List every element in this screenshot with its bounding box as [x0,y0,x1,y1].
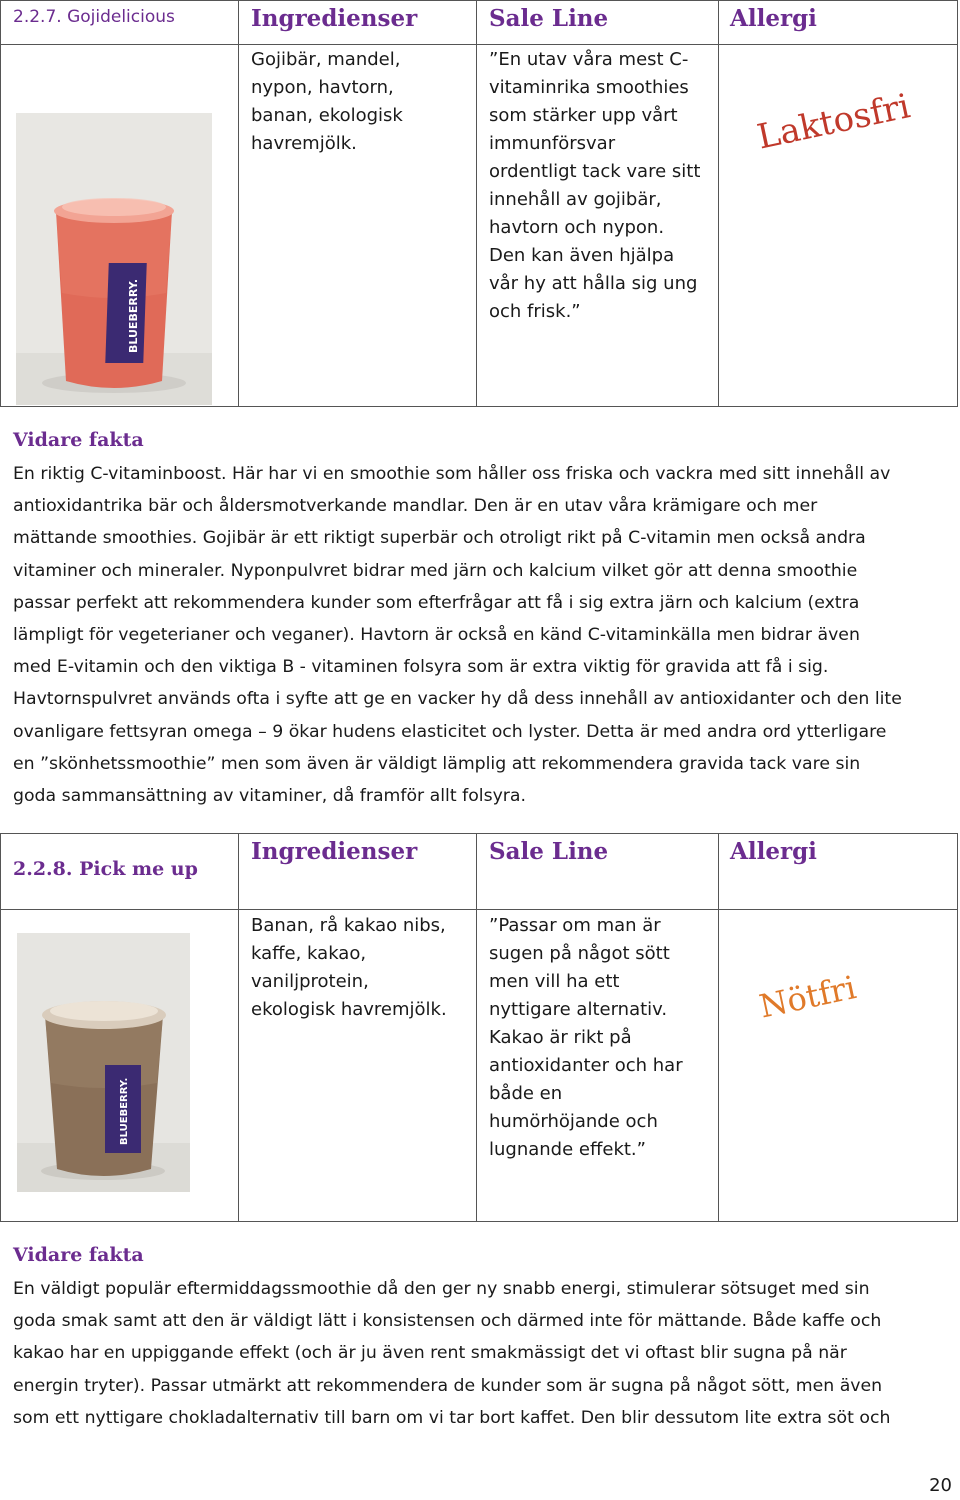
ingredients-text: Banan, rå kakao nibs, kaffe, kakao, vaniljprotein, ekologisk havremjölk. [251,915,447,1020]
table-border [957,833,958,1222]
table-border [718,0,719,407]
section-heading: Vidare fakta [13,1244,144,1266]
table-border [0,0,958,1]
table-border [0,1221,958,1222]
table-border [476,833,477,1222]
table-border [238,833,239,1222]
table-border [0,833,958,834]
sale-line-text: ”En utav våra mest C- vitaminrika smoothies som stärker upp vårt immunförsvar ordentligt tack vare sitt innehåll av gojibär, havtorn och nypon. Den kan även hjälpa vår hy att hålla sig ung och frisk.” [489,49,701,322]
table-border [0,406,958,407]
table-border [0,44,958,45]
smoothie-photo [17,933,190,1192]
column-header-ingredients: Ingredienser [251,838,418,865]
table-border [0,909,958,910]
section-title: 2.2.7. Gojidelicious [13,7,175,27]
column-header-ingredients: Ingredienser [251,5,418,32]
allergy-label-notfri: Nötfri [756,968,860,1026]
allergy-label-laktosfri: Laktosfri [753,86,914,158]
cup-brand-label: BLUEBERRY. [127,278,140,353]
cup-brand-label: BLUEBERRY. [119,1077,130,1145]
column-header-sale-line: Sale Line [489,838,609,865]
table-border [238,0,239,407]
section-title: 2.2.8. Pick me up [13,858,198,880]
column-header-allergy: Allergi [730,838,817,865]
body-paragraph: En väldigt populär eftermiddagssmoothie då den ger ny snabb energi, stimulerar sötsuget med sin goda smak samt att den är väldigt lätt i konsistensen och därmed inte för mättande. Både kaffe och kakao har en uppiggande effekt (och är ju även rent smakmässigt det vi oftast blir sugna på när energin tryter). Passar utmärkt att rekommendera de kunder som är sugna på något sött, men även som ett nyttigare chokladalternativ till barn om vi tar bort kaffet. Den blir dessutom lite extra söt och [13,1279,891,1428]
page-number: 20 [929,1475,952,1496]
section-heading: Vidare fakta [13,429,144,451]
sale-line-text: ”Passar om man är sugen på något sött men vill ha ett nyttigare alternativ. Kakao är rikt på antioxidanter och har både en humörhöjande och lugnande effekt.” [489,915,683,1160]
column-header-allergy: Allergi [730,5,817,32]
table-border [476,0,477,407]
column-header-sale-line: Sale Line [489,5,609,32]
table-border [718,833,719,1222]
ingredients-text: Gojibär, mandel, nypon, havtorn, banan, ekologisk havremjölk. [251,49,403,154]
body-paragraph: En riktig C-vitaminboost. Här har vi en smoothie som håller oss friska och vackra med sitt innehåll av antioxidantrika bär och åldersmotverkande mandlar. Den är en utav våra krämigare och mer mättande smoothies. Gojibär är ett riktigt superbär och otroligt rikt på C-vitamin men också andra vitaminer och mineraler. Nyponpulvret bidrar med järn och kalcium vilket gör att denna smoothie passar perfekt att rekommendera kunder som efterfrågar att få i sig extra järn och kalcium (extra lämpligt för vegeterianer och veganer). Havtorn är också en känd C-vitaminkälla men bidrar även med E-vitamin och den viktiga B - vitaminen folsyra som är extra viktig för gravida att få i sig. Havtornspulvret används ofta i syfte att ge en vacker hy då dess innehåll av antioxidanter och den lite ovanligare fettsyran omega – 9 ökar hudens elasticitet och lyster. Detta är med andra ord ytterligare en ”skönhetssmoothie” men som även är väldigt lämplig att rekommendera gravida tack vare sin goda sammansättning av vitaminer, då framför allt folsyra. [13,464,902,807]
table-border [0,0,1,407]
smoothie-photo [16,113,212,405]
table-border [957,0,958,407]
table-border [0,833,1,1222]
